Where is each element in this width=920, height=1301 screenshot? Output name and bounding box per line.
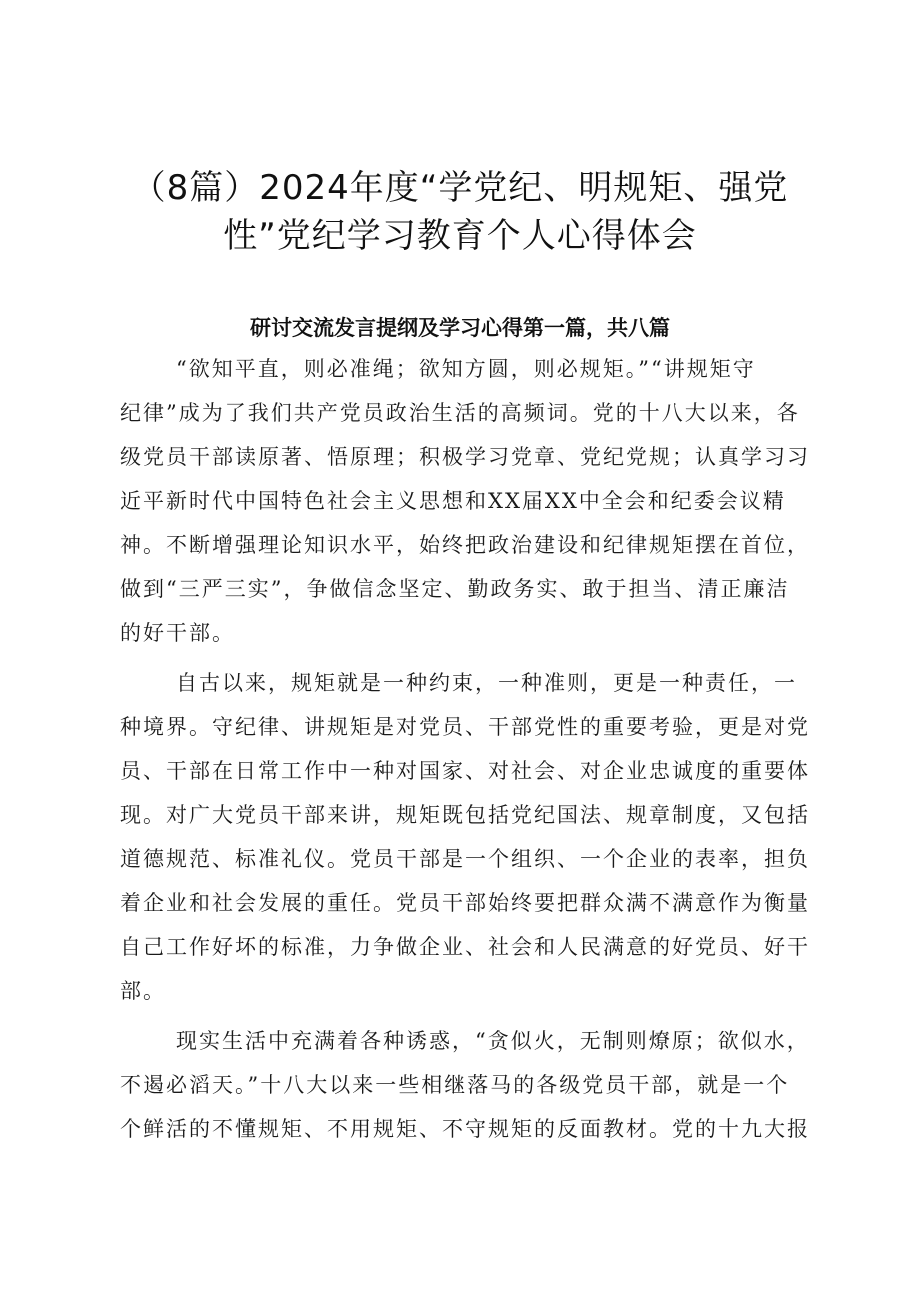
paragraph-line: 近平新时代中国特色社会主义思想和XX届XX中全会和纪委会议精: [120, 489, 786, 513]
paragraph-2: [120, 661, 820, 1013]
paragraph-3: [120, 1019, 820, 1151]
paragraph-line: 级党员干部读原著、悟原理；积极学习党章、党纪党规；认真学习习: [120, 445, 810, 469]
paragraph-line: 的好干部。: [120, 621, 235, 645]
paragraph-line: 现。对广大党员干部来讲，规矩既包括党纪国法、规章制度，又包括: [120, 803, 810, 827]
paragraph-line: 不遏必滔天。”十八大以来一些相继落马的各级党员干部，就是一个: [120, 1073, 790, 1097]
paragraph-line: 个鲜活的不懂规矩、不用规矩、不守规矩的反面教材。党的十九大报: [120, 1117, 810, 1141]
paragraph-1: [120, 347, 820, 655]
document-title-line-1: （8篇）2024年度“学党纪、明规矩、强党: [131, 168, 789, 208]
document-title-line-2: 性”党纪学习教育个人心得体会: [223, 216, 697, 256]
paragraph-line: 自己工作好坏的标准，力争做企业、社会和人民满意的好党员、好干: [120, 935, 810, 959]
paragraph-line: 做到“三严三实”，争做信念坚定、勤政务实、敢于担当、清正廉洁: [120, 577, 790, 601]
paragraph-line: 神。不断增强理论知识水平，始终把政治建设和纪律规矩摆在首位，: [120, 533, 810, 557]
paragraph-line: 道德规范、标准礼仪。党员干部是一个组织、一个企业的表率，担负: [120, 847, 810, 871]
paragraph-line: 着企业和社会发展的重任。党员干部始终要把群众满不满意作为衡量: [120, 891, 810, 915]
document-subtitle: 研讨交流发言提纲及学习心得第一篇，共八篇: [250, 315, 670, 340]
paragraph-line: 现实生活中充满着各种诱惑，“贪似火，无制则燎原；欲似水，: [176, 1029, 810, 1053]
paragraph-line: 种境界。守纪律、讲规矩是对党员、干部党性的重要考验，更是对党: [120, 715, 810, 739]
paragraph-line: 纪律”成为了我们共产党员政治生活的高频词。党的十八大以来，各: [120, 401, 800, 425]
paragraph-line: 员、干部在日常工作中一种对国家、对社会、对企业忠诚度的重要体: [120, 759, 810, 783]
paragraph-line: 自古以来，规矩就是一种约束，一种准则，更是一种责任，一: [176, 671, 797, 695]
paragraph-line: 部。: [120, 979, 166, 1003]
paragraph-line: “欲知平直，则必准绳；欲知方圆，则必规矩。”“讲规矩守: [176, 357, 756, 381]
